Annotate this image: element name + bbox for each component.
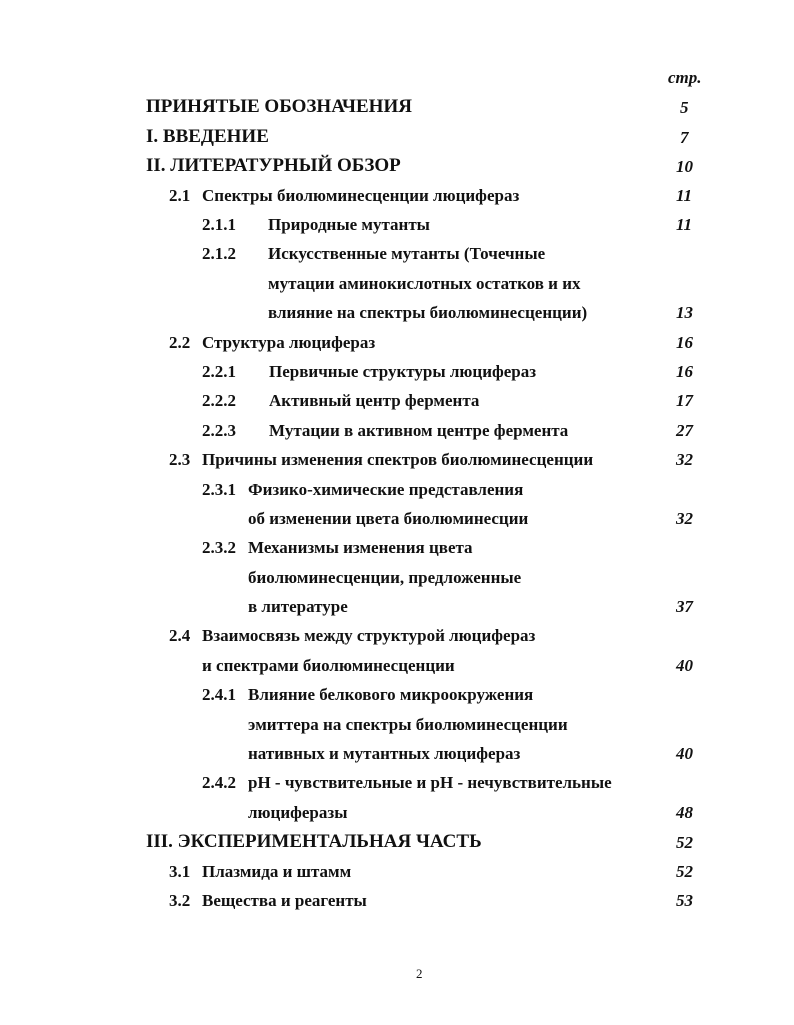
- toc-entry-title-line: нативных и мутантных люцифераз: [248, 744, 521, 763]
- toc-entry-title-line: люциферазы: [248, 803, 348, 822]
- toc-entry-title-line: Искусственные мутанты (Точечные: [268, 244, 546, 263]
- toc-entry-title-line: pH - чувствительные и pH - нечувствительные: [248, 773, 612, 792]
- toc-entry-abbreviations: ПРИНЯТЫЕ ОБОЗНАЧЕНИЯ: [146, 96, 412, 117]
- toc-entry-title-line: в литературе: [248, 597, 348, 616]
- toc-entry-experimental: III. ЭКСПЕРИМЕНТАЛЬНАЯ ЧАСТЬ: [146, 831, 482, 852]
- toc-entry-title-line: Влияние белкового микроокружения: [248, 685, 534, 704]
- toc-section-number: 2.4.1: [202, 685, 236, 704]
- toc-entry-title-line: Физико-химические представления: [248, 480, 524, 499]
- toc-page-number: 32: [676, 509, 693, 528]
- toc-page-number: 16: [676, 362, 693, 381]
- toc-page-number: 52: [676, 862, 693, 881]
- toc-entry-introduction: I. ВВЕДЕНИЕ: [146, 126, 269, 147]
- toc-entry-title: Мутации в активном центре фермента: [269, 421, 569, 440]
- toc-section-number: 2.4.2: [202, 773, 236, 792]
- toc-page-number: 17: [676, 391, 693, 410]
- toc-page-number: 10: [676, 157, 693, 176]
- toc-page-number: 11: [676, 215, 693, 234]
- toc-section-number: 3.2: [169, 891, 191, 910]
- toc-section-number: 2.2.1: [202, 362, 236, 381]
- toc-section-number: 2.2.3: [202, 421, 236, 440]
- toc-page-number: 16: [676, 333, 693, 352]
- toc-entry-title-line: влияние на спектры биолюминесценции): [268, 303, 588, 322]
- toc-entry-title-line: об изменении цвета биолюминесции: [248, 509, 529, 528]
- toc-page-number: 48: [676, 803, 693, 822]
- toc-entry-title-line: эмиттера на спектры биолюминесценции: [248, 715, 568, 734]
- footer-page-number: 2: [416, 966, 423, 981]
- toc-section-number: 2.1.1: [202, 215, 236, 234]
- toc-page-number: 11: [676, 186, 693, 205]
- toc-section-number: 2.1.2: [202, 244, 236, 263]
- toc-entry-title-line: и спектрами биолюминесценции: [202, 656, 455, 675]
- toc-page-number: 53: [676, 891, 693, 910]
- toc-page-number: 5: [680, 98, 689, 117]
- toc-entry-title-line: биолюминесценции, предложенные: [248, 568, 522, 587]
- toc-page-number: 7: [680, 128, 689, 147]
- toc-page-number: 13: [676, 303, 693, 322]
- toc-entry-title: Первичные структуры люцифераз: [269, 362, 537, 381]
- toc-section-number: 3.1: [169, 862, 191, 881]
- toc-section-number: 2.1: [169, 186, 191, 205]
- toc-section-number: 2.2.2: [202, 391, 236, 410]
- toc-page-number: 27: [676, 421, 693, 440]
- toc-section-number: 2.2: [169, 333, 191, 352]
- toc-page-number: 40: [676, 656, 693, 675]
- toc-page-number: 40: [676, 744, 693, 763]
- toc-section-number: 2.3: [169, 450, 191, 469]
- toc-page-number: 37: [676, 597, 693, 616]
- toc-entry-title-line: Механизмы изменения цвета: [248, 538, 473, 557]
- toc-entry-literature-review: II. ЛИТЕРАТУРНЫЙ ОБЗОР: [146, 155, 401, 176]
- toc-entry-title: Спектры биолюминесценции люцифераз: [202, 186, 520, 205]
- toc-section-number: 2.3.2: [202, 538, 236, 557]
- toc-entry-title: Активный центр фермента: [269, 391, 480, 410]
- toc-section-number: 2.3.1: [202, 480, 236, 499]
- toc-section-number: 2.4: [169, 626, 191, 645]
- toc-page-number: 32: [676, 450, 693, 469]
- toc-entry-title-line: Взаимосвязь между структурой люцифераз: [202, 626, 536, 645]
- toc-entry-title: Плазмида и штамм: [202, 862, 352, 881]
- toc-entry-title-line: мутации аминокислотных остатков и их: [268, 274, 581, 293]
- page-column-header: стр.: [668, 68, 702, 87]
- toc-page-number: 52: [676, 833, 693, 852]
- toc-entry-title: Структура люцифераз: [202, 333, 376, 352]
- toc-entry-title: Причины изменения спектров биолюминесценции: [202, 450, 594, 469]
- toc-entry-title: Природные мутанты: [268, 215, 430, 234]
- toc-entry-title: Вещества и реагенты: [202, 891, 367, 910]
